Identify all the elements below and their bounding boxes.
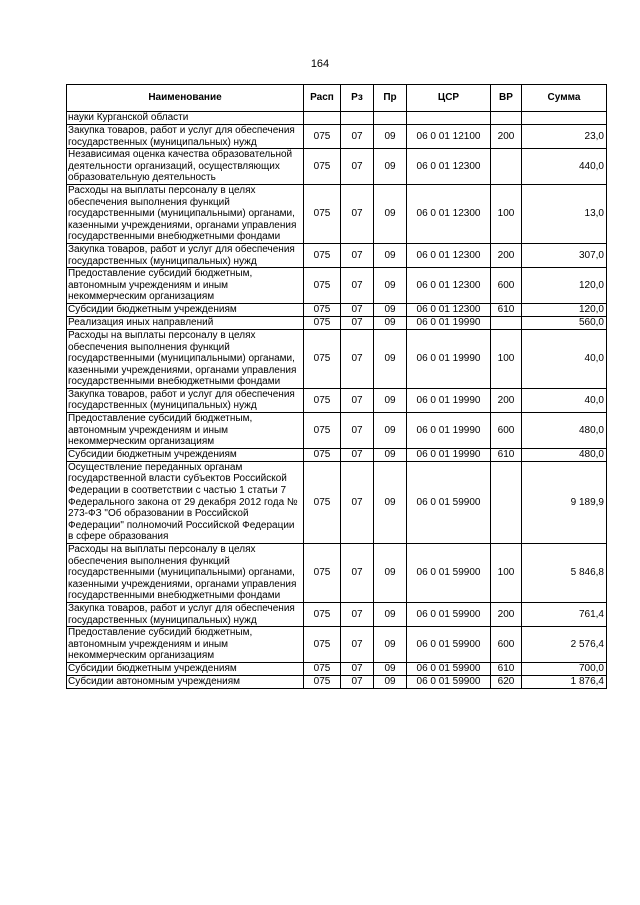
row-csr: 06 0 01 59900 [407,461,491,543]
table-row [67,329,607,388]
row-rasp: 075 [304,316,341,329]
row-csr: 06 0 01 12300 [407,303,491,316]
row-rasp: 075 [304,184,341,243]
page-number: 164 [310,58,330,70]
row-vr: 200 [491,388,522,412]
column-header-vr: ВР [491,85,522,112]
row-name: Закупка товаров, работ и услуг для обеспечения государственных (муниципальных) нужд [67,602,304,626]
row-pr: 09 [374,461,407,543]
row-rz: 07 [341,303,374,316]
table-row [67,388,607,412]
row-name: Независимая оценка качества образовательной деятельности организаций, осуществляющих образовательную деятельность [67,149,304,185]
row-rz: 07 [341,544,374,603]
row-rz [341,112,374,125]
row-name: Предоставление субсидий бюджетным, автономным учреждениям и иным некоммерческим организациям [67,268,304,304]
row-name: Субсидии бюджетным учреждениям [67,662,304,675]
row-rasp: 075 [304,303,341,316]
table-row [67,448,607,461]
row-rasp: 075 [304,329,341,388]
table-row [67,125,607,149]
row-sum: 440,0 [522,149,607,185]
row-name: Закупка товаров, работ и услуг для обеспечения государственных (муниципальных) нужд [67,243,304,267]
table-row [67,112,607,125]
table-row [67,602,607,626]
table-row [67,268,607,304]
row-name: Осуществление переданных органам государственной власти субъектов Российской Федерации в соответствии с частью 1 статьи 7 Федерального закона от 29 декабря 2012 года № 273-ФЗ "Об образовании в Российской Федерации" полномочий Российской Федерации в сфере образования [67,461,304,543]
row-csr: 06 0 01 12300 [407,243,491,267]
column-header-pr: Пр [374,85,407,112]
row-rz: 07 [341,243,374,267]
table-row [67,316,607,329]
row-vr: 100 [491,544,522,603]
row-pr: 09 [374,388,407,412]
table-row [67,413,607,449]
column-header-sum: Сумма [522,85,607,112]
row-vr: 610 [491,448,522,461]
row-rz: 07 [341,329,374,388]
table-row [67,544,607,603]
row-pr: 09 [374,544,407,603]
row-rz: 07 [341,448,374,461]
row-name: Расходы на выплаты персоналу в целях обеспечения выполнения функций государственными (муниципальными) органами, казенными учреждениями, органами управления государственными внебюджетными фондами [67,329,304,388]
row-rz: 07 [341,461,374,543]
row-csr: 06 0 01 12100 [407,125,491,149]
row-vr: 200 [491,125,522,149]
row-sum: 480,0 [522,448,607,461]
row-name: Закупка товаров, работ и услуг для обеспечения государственных (муниципальных) нужд [67,388,304,412]
row-rasp: 075 [304,413,341,449]
row-csr: 06 0 01 12300 [407,268,491,304]
table-row [67,627,607,663]
row-sum: 560,0 [522,316,607,329]
row-csr: 06 0 01 12300 [407,184,491,243]
row-csr: 06 0 01 19990 [407,388,491,412]
row-vr: 200 [491,243,522,267]
row-name: Расходы на выплаты персоналу в целях обеспечения выполнения функций государственными (муниципальными) органами, казенными учреждениями, органами управления государственными внебюджетными фондами [67,184,304,243]
row-name: Предоставление субсидий бюджетным, автономным учреждениям и иным некоммерческим организациям [67,627,304,663]
row-name: Реализация иных направлений [67,316,304,329]
row-vr [491,461,522,543]
row-rz: 07 [341,675,374,688]
row-pr: 09 [374,413,407,449]
row-vr: 600 [491,627,522,663]
table-row [67,662,607,675]
table-row [67,184,607,243]
row-rasp: 075 [304,675,341,688]
row-sum: 5 846,8 [522,544,607,603]
row-name: Закупка товаров, работ и услуг для обеспечения государственных (муниципальных) нужд [67,125,304,149]
row-sum: 307,0 [522,243,607,267]
row-pr: 09 [374,602,407,626]
row-rasp: 075 [304,627,341,663]
budget-table [66,84,607,689]
row-sum: 761,4 [522,602,607,626]
row-rasp: 075 [304,149,341,185]
row-vr [491,149,522,185]
row-csr: 06 0 01 59900 [407,627,491,663]
row-pr: 09 [374,329,407,388]
row-sum: 480,0 [522,413,607,449]
row-pr: 09 [374,627,407,663]
row-name: Субсидии автономным учреждениям [67,675,304,688]
row-rz: 07 [341,388,374,412]
row-name: Субсидии бюджетным учреждениям [67,303,304,316]
column-header-name: Наименование [67,85,304,112]
row-rasp: 075 [304,602,341,626]
table-row [67,149,607,185]
row-sum: 2 576,4 [522,627,607,663]
table-row [67,303,607,316]
row-name: науки Курганской области [67,112,304,125]
row-name: Субсидии бюджетным учреждениям [67,448,304,461]
row-csr: 06 0 01 19990 [407,448,491,461]
row-rz: 07 [341,662,374,675]
row-rz: 07 [341,268,374,304]
row-csr: 06 0 01 19990 [407,316,491,329]
row-rasp: 075 [304,662,341,675]
row-rz: 07 [341,413,374,449]
table-header-row [67,85,607,112]
row-csr: 06 0 01 19990 [407,413,491,449]
row-csr: 06 0 01 12300 [407,149,491,185]
row-rz: 07 [341,627,374,663]
row-sum: 40,0 [522,388,607,412]
row-rasp: 075 [304,268,341,304]
row-pr: 09 [374,662,407,675]
row-rasp: 075 [304,125,341,149]
row-sum [522,112,607,125]
row-sum: 1 876,4 [522,675,607,688]
table-row [67,243,607,267]
row-pr: 09 [374,149,407,185]
column-header-rasp: Расп [304,85,341,112]
row-pr: 09 [374,448,407,461]
row-pr: 09 [374,268,407,304]
row-pr: 09 [374,125,407,149]
row-sum: 700,0 [522,662,607,675]
row-pr: 09 [374,184,407,243]
row-sum: 13,0 [522,184,607,243]
row-name: Расходы на выплаты персоналу в целях обеспечения выполнения функций государственными (муниципальными) органами, казенными учреждениями, органами управления государственными внебюджетными фондами [67,544,304,603]
row-sum: 120,0 [522,303,607,316]
column-header-csr: ЦСР [407,85,491,112]
row-vr: 610 [491,662,522,675]
row-sum: 40,0 [522,329,607,388]
row-vr: 200 [491,602,522,626]
row-pr: 09 [374,316,407,329]
row-rasp: 075 [304,243,341,267]
row-rasp [304,112,341,125]
row-csr: 06 0 01 19990 [407,329,491,388]
row-rasp: 075 [304,544,341,603]
row-pr [374,112,407,125]
row-rasp: 075 [304,388,341,412]
row-pr: 09 [374,675,407,688]
row-csr: 06 0 01 59900 [407,602,491,626]
row-sum: 23,0 [522,125,607,149]
row-rasp: 075 [304,461,341,543]
row-pr: 09 [374,243,407,267]
row-rz: 07 [341,316,374,329]
row-vr: 100 [491,329,522,388]
row-csr: 06 0 01 59900 [407,675,491,688]
row-rasp: 075 [304,448,341,461]
row-vr: 100 [491,184,522,243]
row-rz: 07 [341,125,374,149]
column-header-rz: Рз [341,85,374,112]
row-name: Предоставление субсидий бюджетным, автономным учреждениям и иным некоммерческим организациям [67,413,304,449]
row-csr [407,112,491,125]
row-vr: 600 [491,268,522,304]
row-csr: 06 0 01 59900 [407,544,491,603]
row-csr: 06 0 01 59900 [407,662,491,675]
row-vr [491,112,522,125]
row-rz: 07 [341,602,374,626]
row-vr: 620 [491,675,522,688]
row-rz: 07 [341,184,374,243]
row-sum: 9 189,9 [522,461,607,543]
row-vr: 610 [491,303,522,316]
table-row [67,675,607,688]
row-sum: 120,0 [522,268,607,304]
row-pr: 09 [374,303,407,316]
table-row [67,461,607,543]
row-vr [491,316,522,329]
row-rz: 07 [341,149,374,185]
row-vr: 600 [491,413,522,449]
